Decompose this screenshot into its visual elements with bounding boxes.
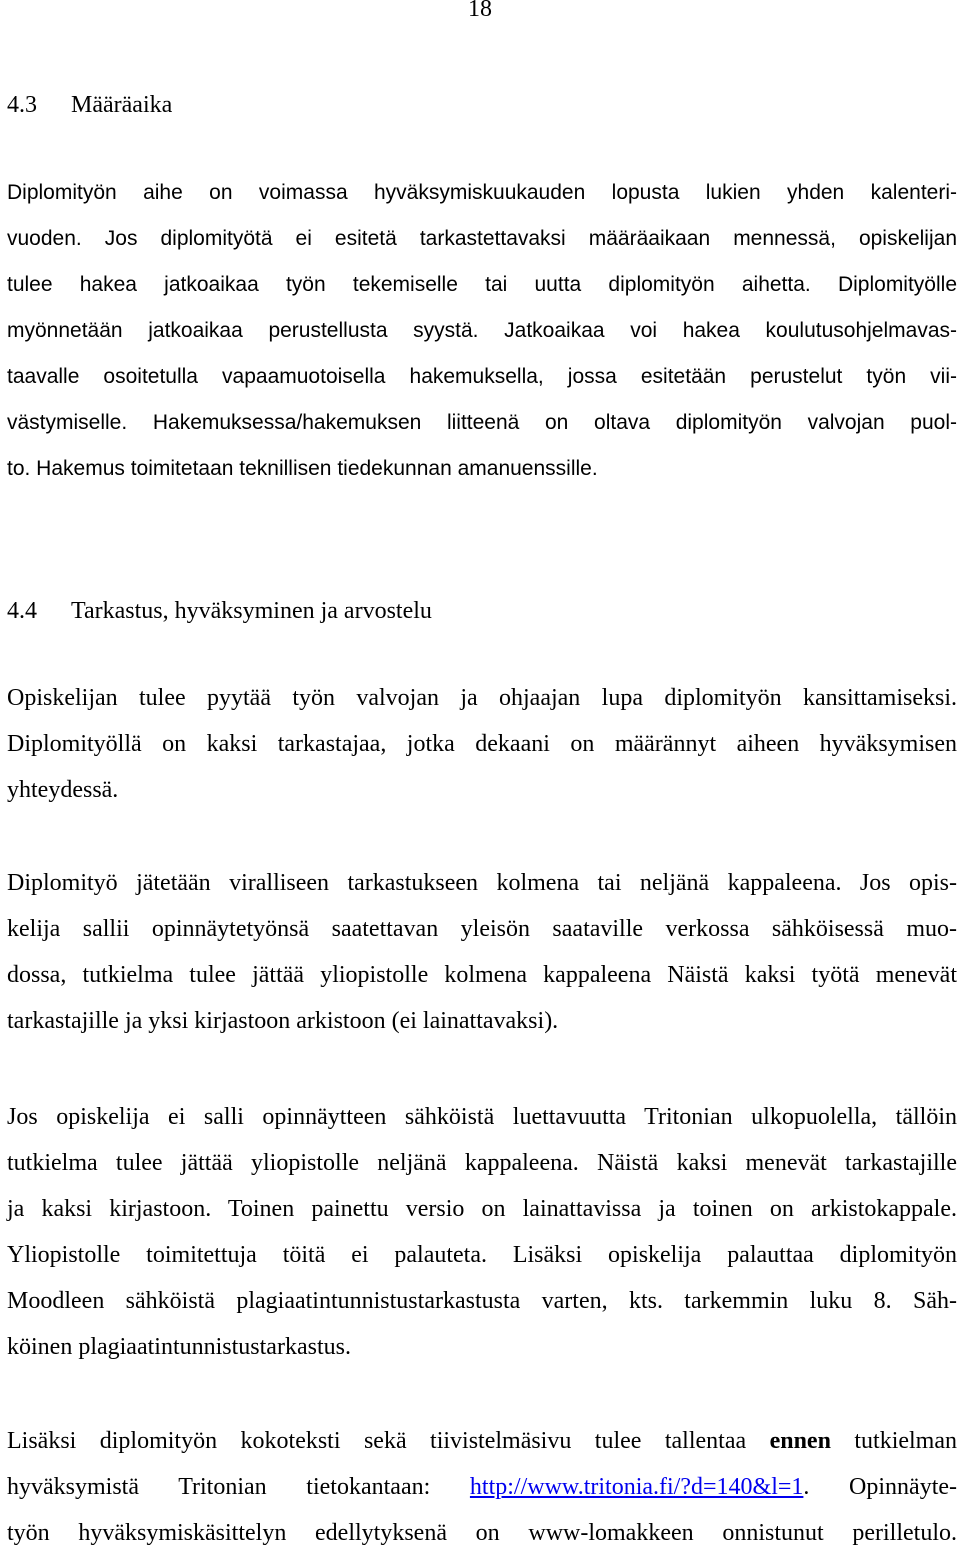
page-number: 18: [468, 0, 492, 22]
text-line: kelija sallii opinnäytetyönsä saatettavan yleisön saataville verkossa sähköisessä muo-: [7, 916, 957, 942]
section-title: Tarkastus, hyväksyminen ja arvostelu: [71, 598, 432, 624]
text-fragment: hyväksymistä Tritonian tietokantaan:: [7, 1474, 431, 1500]
text-line: taavalle osoitetulla vapaamuotoisella hakemuksella, jossa esitetään perustelut työn vii-: [7, 365, 957, 388]
text-line: ja kaksi kirjastoon. Toinen painettu versio on lainattavissa ja toinen on arkistokappale.: [7, 1196, 957, 1222]
text-line: Opiskelijan tulee pyytää työn valvojan ja ohjaajan lupa diplomityön kansittamiseksi.: [7, 685, 957, 711]
text-line: Yliopistolle toimitettuja töitä ei palauteta. Lisäksi opiskelija palauttaa diplomityön: [7, 1242, 957, 1268]
paragraph-tarkastus-1: [7, 675, 957, 813]
text-line: Moodleen sähköistä plagiaatintunnistustarkastusta varten, kts. tarkemmin luku 8. Säh-: [7, 1288, 957, 1314]
section-heading-4-3: [7, 90, 172, 120]
text-fragment: Lisäksi diplomityön kokoteksti sekä tiivistelmäsivu tulee tallentaa: [7, 1428, 747, 1454]
text-line: Diplomityö jätetään viralliseen tarkastukseen kolmena tai neljänä kappaleena. Jos opis-: [7, 870, 957, 896]
text-line: tulee hakea jatkoaikaa työn tekemiselle tai uutta diplomityön aihetta. Diplomityölle: [7, 273, 957, 296]
text-line: köinen plagiaatintunnistustarkastus.: [7, 1334, 351, 1360]
section-heading-4-4: [7, 596, 432, 626]
text-line: Jos opiskelija ei salli opinnäytteen sähköistä luettavuutta Tritonian ulkopuolella, tällöin: [7, 1104, 957, 1130]
text-line: dossa, tutkielma tulee jättää yliopistolle kolmena kappaleena Näistä kaksi työtä menevät: [7, 962, 957, 988]
text-fragment: . Opinnäyte-: [803, 1474, 958, 1500]
text-line: [7, 1418, 957, 1464]
text-line: yhteydessä.: [7, 777, 119, 803]
text-fragment: tutkielman: [854, 1428, 958, 1454]
text-line: myönnetään jatkoaikaa perustellusta syystä. Jatkoaikaa voi hakea koulutusohjelmavas-: [7, 319, 957, 342]
section-title: Määräaika: [71, 92, 173, 118]
emphasis-ennen: ennen: [769, 1428, 831, 1454]
tritonia-link[interactable]: http://www.tritonia.fi/?d=140&l=1: [469, 1474, 804, 1500]
text-line: västymiselle. Hakemuksessa/hakemuksen liitteenä on oltava diplomityön valvojan puol-: [7, 411, 957, 434]
paragraph-maaraika: [7, 170, 957, 492]
paragraph-tarkastus-2: [7, 860, 957, 1044]
text-line: Diplomityön aihe on voimassa hyväksymiskuukauden lopusta lukien yhden kalenteri-: [7, 181, 957, 204]
text-line: tutkielma tulee jättää yliopistolle neljänä kappaleena. Näistä kaksi menevät tarkastajille: [7, 1150, 957, 1176]
text-line: työn hyväksymiskäsittelyn edellytyksenä on www-lomakkeen onnistunut perilletulo.: [7, 1520, 957, 1546]
text-line: [7, 1464, 957, 1510]
text-line: vuoden. Jos diplomityötä ei esitetä tarkastettavaksi määräaikaan mennessä, opiskelijan: [7, 227, 957, 250]
section-number: 4.3: [7, 92, 37, 118]
paragraph-tarkastus-3: [7, 1094, 957, 1370]
text-line: tarkastajille ja yksi kirjastoon arkistoon (ei lainattavaksi).: [7, 1008, 559, 1034]
text-line: Diplomityöllä on kaksi tarkastajaa, jotka dekaani on määrännyt aiheen hyväksymisen: [7, 731, 957, 757]
paragraph-tarkastus-4: [7, 1418, 957, 1556]
text-line: to. Hakemus toimitetaan teknillisen tiedekunnan amanuenssille.: [7, 457, 598, 480]
section-number: 4.4: [7, 598, 37, 624]
